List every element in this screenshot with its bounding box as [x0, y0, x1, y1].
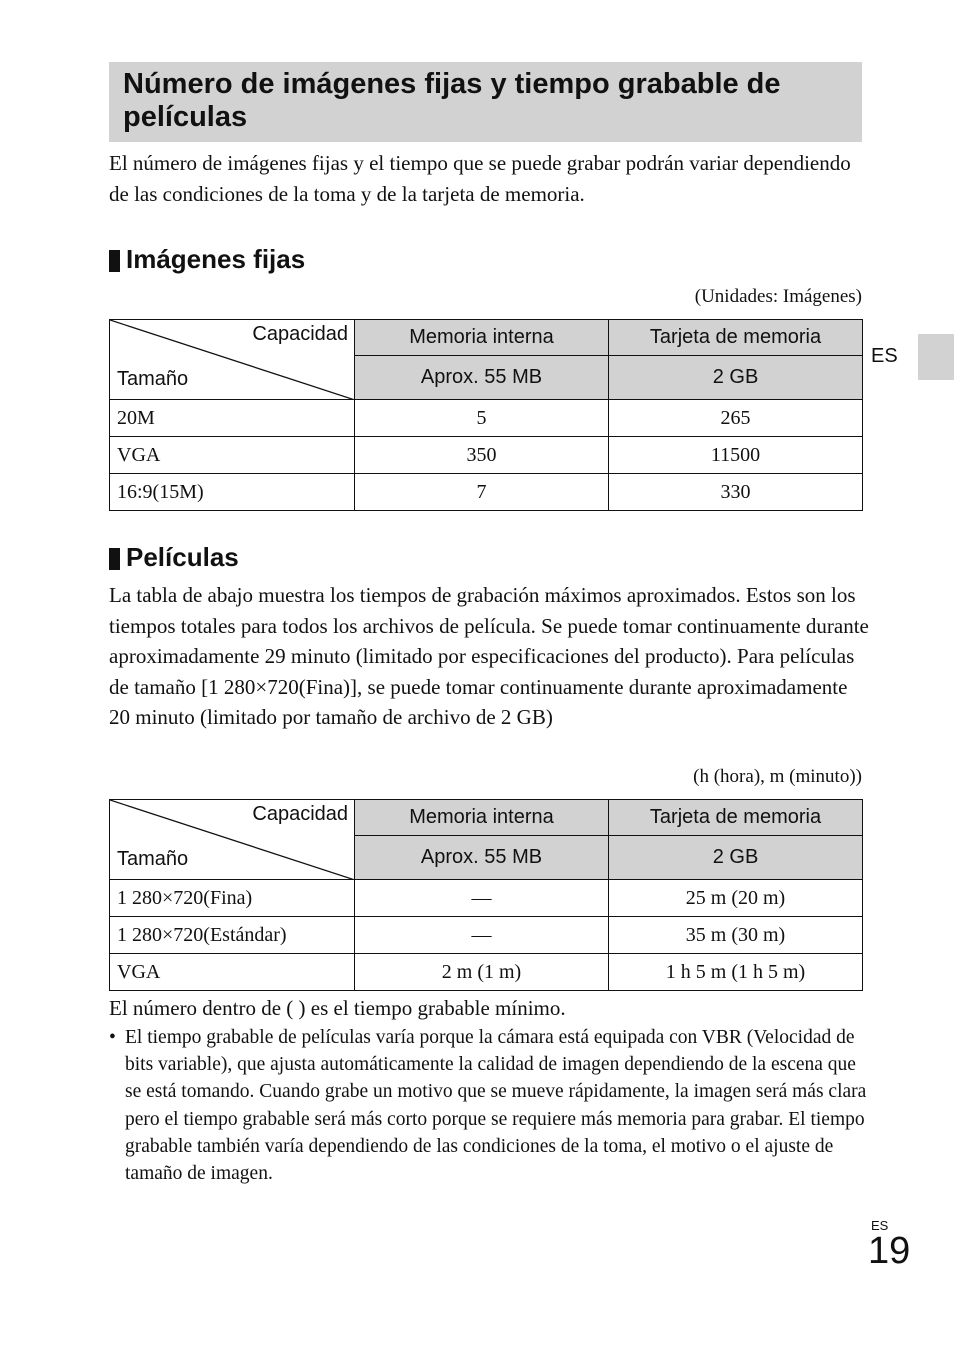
table-cell: 1 280×720(Estándar) [110, 917, 355, 954]
table-cell: 25 m (20 m) [609, 880, 863, 917]
page-title-box [109, 62, 862, 142]
col-header: Tarjeta de memoria [609, 320, 863, 356]
table-cell: 2 m (1 m) [355, 954, 609, 991]
table-cell: 350 [355, 437, 609, 474]
table-cell: 265 [609, 400, 863, 437]
col-subheader: 2 GB [609, 356, 863, 400]
section-marker-icon [109, 548, 120, 570]
stills-heading-text: Imágenes fijas [126, 244, 306, 274]
table-header-row [110, 320, 863, 356]
table-row [110, 400, 863, 437]
col-header: Memoria interna [355, 800, 609, 836]
col-subheader: Aprox. 55 MB [355, 836, 609, 880]
table-cell: — [355, 917, 609, 954]
table-row [110, 954, 863, 991]
table-cell: VGA [110, 437, 355, 474]
corner-capacity-label: Capacidad [252, 803, 348, 825]
table-cell: — [355, 880, 609, 917]
table-row [110, 880, 863, 917]
footer-language-label: ES [871, 1218, 889, 1233]
table-cell: 1 h 5 m (1 h 5 m) [609, 954, 863, 991]
col-subheader: Aprox. 55 MB [355, 356, 609, 400]
min-time-note: El número dentro de ( ) es el tiempo grabable mínimo. [109, 996, 566, 1020]
page-number: 19 [868, 1230, 911, 1272]
col-subheader: 2 GB [609, 836, 863, 880]
intro-paragraph: El número de imágenes fijas y el tiempo que se puede grabar podrán variar dependiendo de las condiciones de la toma y de la tarjeta de memoria. [109, 151, 851, 206]
table-cell: 7 [355, 474, 609, 511]
table-cell: 1 280×720(Fina) [110, 880, 355, 917]
movies-heading [109, 542, 239, 573]
table-cell: 35 m (30 m) [609, 917, 863, 954]
vbr-bullet [109, 1024, 869, 1187]
stills-units: (Unidades: Imágenes) [694, 286, 862, 307]
movies-paragraph: La tabla de abajo muestra los tiempos de grabación máximos aproximados. Estos son los tiempos totales para todos los archivos de película. Se puede tomar continuamente durante aproximadamente 29 minuto (limitado por especificaciones del producto). Para películas de tamaño [1 280×720(Fina)], se puede tomar continuamente durante aproximadamente 20 minuto (limitado por tamaño de archivo de 2 GB) [109, 583, 869, 729]
corner-capacity-label: Capacidad [252, 323, 348, 345]
stills-table [109, 319, 863, 511]
movies-heading-text: Películas [126, 542, 239, 572]
stills-heading [109, 244, 305, 275]
page-title: Número de imágenes fijas y tiempo grabable de películas [123, 68, 781, 133]
bullet-icon: • [109, 1027, 116, 1048]
col-header: Tarjeta de memoria [609, 800, 863, 836]
movies-units: (h (hora), m (minuto)) [693, 766, 862, 787]
vbr-bullet-text: El tiempo grabable de películas varía porque la cámara está equipada con VBR (Velocidad de bits variable), que ajusta automáticamente la calidad de imagen dependiendo de la escena que se está tomando. Cuando grabe un motivo que se mueve rápidamente, la imagen será más clara pero el tiempo grabable será más corto porque se requiere más memoria para grabar. El tiempo grabable también varía dependiendo de las condiciones de la toma, el motivo o el ajuste de tamaño de imagen. [125, 1027, 867, 1185]
side-language-tab [918, 334, 954, 380]
corner-size-label: Tamaño [117, 368, 189, 390]
table-cell: 16:9(15M) [110, 474, 355, 511]
table-cell: 11500 [609, 437, 863, 474]
side-language-label: ES [871, 345, 898, 367]
table-row [110, 474, 863, 511]
movies-table [109, 799, 863, 991]
table-cell: 20M [110, 400, 355, 437]
table-cell: 5 [355, 400, 609, 437]
section-marker-icon [109, 250, 120, 272]
table-corner-cell [110, 800, 355, 880]
col-header: Memoria interna [355, 320, 609, 356]
table-header-row [110, 800, 863, 836]
table-row [110, 437, 863, 474]
table-cell: 330 [609, 474, 863, 511]
table-corner-cell [110, 320, 355, 400]
table-cell: VGA [110, 954, 355, 991]
table-row [110, 917, 863, 954]
corner-size-label: Tamaño [117, 848, 189, 870]
